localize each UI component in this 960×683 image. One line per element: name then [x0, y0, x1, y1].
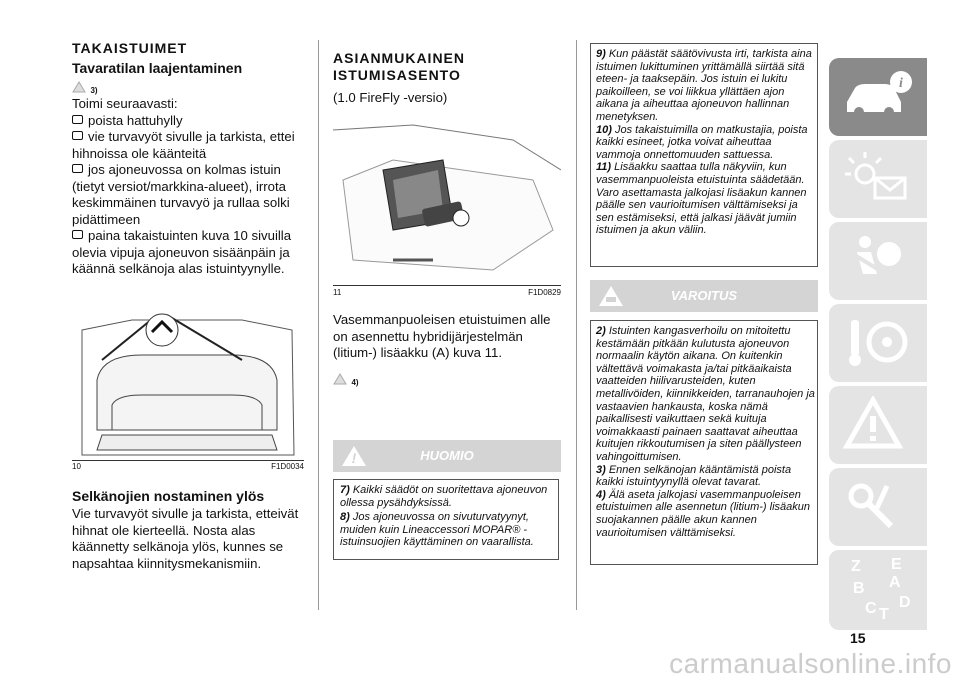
warning-car-icon	[598, 285, 624, 307]
note-box	[333, 479, 559, 560]
warning-ref	[333, 372, 359, 390]
bullet-icon	[72, 230, 83, 239]
column-divider	[576, 40, 577, 610]
alphabet-index-icon[interactable]: Z E B A C T D	[829, 550, 927, 630]
note-item: 9) Kun päästät säätövivusta irti, tarkista aina istuimen lukittuminen yrittämällä siirtää sitä eteen- ja taaksepäin. Jos istuin ei lukitu paikoilleen, se voi liikkua yllättäen ajon aikana ja aiheuttaa ajoneuvon hallinnan menetyksen.	[596, 48, 812, 123]
list-item: vie turvavyöt sivulle ja tarkista, ettei hihnoissa ole käänteitä	[72, 129, 295, 161]
figure-caption	[72, 462, 304, 471]
warning-item: 3) Ennen selkänojan kääntämistä poista kaikki istuintyynyllä olevat tavarat.	[596, 463, 792, 489]
sidebar-tab-dashboard[interactable]	[829, 140, 927, 218]
warning-triangle-icon	[843, 396, 913, 452]
svg-text:i: i	[899, 76, 903, 91]
figure-number: 10	[72, 462, 81, 471]
list-item: jos ajoneuvossa on kolmas istuin (tietyt versiot/markkina-alueet), irrota keskimmäinen turvavyö ja rullaa solki pidättimeen	[72, 162, 290, 227]
subheading-luggage: Tavaratilan laajentaminen	[72, 60, 243, 76]
bullet-icon	[72, 131, 83, 140]
note-item: 10) Jos takaistuimilla on matkustajia, poista kaikki esineet, jotka voivat aiheuttaa vammoja onnettomuuden sattuessa.	[596, 123, 808, 161]
column-divider	[318, 40, 319, 610]
note-banner: ! HUOMIO	[333, 440, 561, 472]
warning-item: 4) Älä aseta jalkojasi vasemmanpuoleisen etuistuimen alle asennetun (litium-) lisäakun suojakannen päälle akun kannen vaurioitumisen välttämiseksi.	[596, 488, 810, 539]
list-item: poista hattuhylly	[72, 113, 304, 130]
note-ref-label: 4)	[351, 378, 359, 387]
key-steering-icon	[843, 314, 913, 370]
warning-box	[590, 320, 818, 565]
service-tools-icon	[843, 478, 913, 534]
sidebar-tab-starting[interactable]	[829, 304, 927, 382]
figure-11	[333, 120, 561, 286]
note-item: 8) Jos ajoneuvossa on sivuturvatyynyt, muiden kuin Lineaccessori MOPAR® -istuinsuojien käyttäminen on vaarallista.	[340, 511, 534, 549]
battery-illustration	[333, 120, 561, 285]
sidebar-tab-safety[interactable]	[829, 222, 927, 300]
figure-code: F1D0829	[528, 288, 561, 297]
figure-10	[72, 310, 304, 461]
exclamation-triangle-icon	[341, 445, 367, 467]
figure-number: 11	[333, 288, 342, 297]
list-item: paina takaistuinten kuva 10 sivuilla olevia vipuja ajoneuvon sisäänpäin ja käännä selkänoja alas istuintyynylle.	[72, 228, 292, 276]
note-item: 7) Kaikki säädöt on suoritettava ajoneuvon ollessa pysähdyksissä.	[340, 484, 548, 509]
subheading-raising-backrests: Selkänojien nostaminen ylös	[72, 488, 265, 504]
dashboard-lights-icon	[843, 150, 913, 206]
subtitle: (1.0 FireFly -versio)	[333, 90, 448, 105]
warning-triangle-icon	[333, 373, 347, 385]
figure-caption	[333, 288, 561, 297]
paragraph: Vie turvavyöt sivulle ja tarkista, etteivät hihnat ole kierteellä. Nosta alas käännetty selkänoja ylös, kunnes se napsahtaa kiinnitysmekanismiin.	[72, 506, 299, 571]
svg-text:!: !	[351, 450, 357, 466]
note-continuation-box	[590, 43, 818, 267]
sidebar-tab-emergency[interactable]	[829, 386, 927, 464]
warning-banner: VAROITUS	[590, 280, 818, 312]
warning-item: 2) Istuinten kangasverhoilu on mitoitettu kestämään pitkään kulutusta ajoneuvon normaalin käytön aikana. On kuitenkin vältettävä voimakasta ja/tai pitkäaikaista vaatteiden hiilivarusteiden, kuten metallivöiden, kiinnikkeiden, tarranauhojen ja vastaavien hankausta, koska nämä paikallisesti vaikuttaen sekä kuituja voimakkaasti painaen saattavat aiheuttaa kuitujen rikkoutumisen ja siten päällysteen vahingoittumisen.	[596, 325, 815, 463]
watermark: carmanualsonline.info	[669, 648, 952, 679]
page-number: 15	[850, 630, 866, 646]
section-heading: ASIANMUKAINEN ISTUMISASENTO	[333, 50, 465, 83]
sidebar-tab-car-info[interactable]	[829, 58, 927, 136]
figure-code: F1D0034	[271, 462, 304, 471]
bullet-icon	[72, 115, 83, 124]
airbag-icon	[843, 232, 913, 288]
intro-text: Toimi seuraavasti:	[72, 96, 178, 111]
warning-triangle-icon	[72, 81, 86, 93]
note-ref-label: 3)	[90, 86, 98, 95]
bullet-icon	[72, 164, 83, 173]
paragraph: Vasemmanpuoleisen etuistuimen alle on asennettu hybridijärjestelmän (litium-) lisäakku (A) kuva 11.	[333, 312, 551, 360]
car-info-icon	[843, 68, 913, 124]
section-heading-rear-seats: TAKAISTUIMET	[72, 40, 188, 56]
note-item: 11) Lisäakku saattaa tulla näkyviin, kun vasemmanpuoleista etuistuinta säädetään. Varo asettamasta jalkojasi lisäakun kannen päälle sen vaurioitumisen välttämiseksi ja sen estämiseksi, että jalkasi jäävät jumiin istuimen ja akun väliin.	[596, 161, 807, 237]
rear-seat-illustration	[72, 310, 304, 460]
sidebar-tab-maintenance[interactable]	[829, 468, 927, 546]
